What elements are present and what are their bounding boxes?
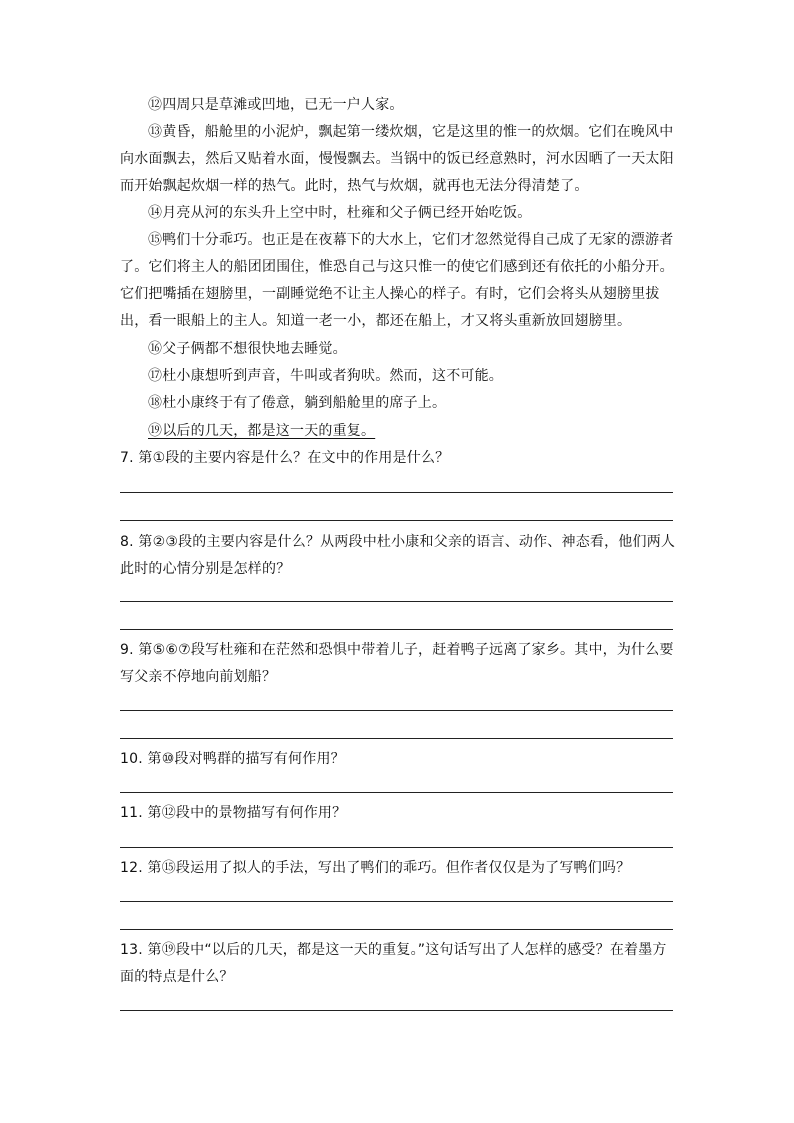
passage-paragraph-18: ⑱杜小康终于有了倦意，躺到船舱里的席子上。 — [148, 395, 447, 411]
passage-paragraph-13: ⑬黄昏，船舱里的小泥炉，飘起第一缕炊烟，它是这里的惟一的炊烟。它们在晚风中向水面飘去，然后又贴着水面，慢慢飘去。当锅中的饭已经意熟时，河水因晒了一天太阳而开始飘起炊烟一样的热气。此时，热气与炊烟，就再也无法分得清楚了。 — [120, 124, 674, 194]
answer-line[interactable] — [120, 492, 673, 493]
answer-line[interactable] — [120, 929, 673, 930]
answer-line[interactable] — [120, 792, 673, 793]
answer-line[interactable] — [120, 1010, 673, 1011]
question-12: 12. 第⑮段运用了拟人的手法，写出了鸭们的乖巧。但作者仅仅是为了写鸭们吗？ — [120, 860, 631, 876]
answer-line[interactable] — [120, 847, 673, 848]
passage-paragraph-12: ⑫四周只是草滩或凹地，已无一户人家。 — [148, 97, 404, 113]
answer-line[interactable] — [120, 629, 673, 630]
passage-paragraph-15: ⑮鸭们十分乖巧。也正是在夜幕下的大水上，它们才忽然觉得自己成了无家的漂游者了。它们将主人的船团团围住，惟恐自己与这只惟一的使它们感到还有依托的小船分开。它们把嘴插在翅膀里，一副睡觉绝不让主人操心的样子。有时，它们会将头从翅膀里拔出，看一眼船上的主人。知道一老一小，都还在船上，才又将头重新放回翅膀里。 — [120, 232, 674, 329]
passage-paragraph-17: ⑰杜小康想听到声音，牛叫或者狗吠。然而，这不可能。 — [148, 368, 503, 384]
question-10: 10. 第⑩段对鸭群的描写有何作用？ — [120, 751, 345, 767]
answer-line[interactable] — [120, 901, 673, 902]
underlined-sentence: ⑲以后的几天，都是这一天的重复。 — [148, 423, 376, 439]
answer-line[interactable] — [120, 710, 673, 711]
question-8: 8. 第②③段的主要内容是什么？从两段中杜小康和父亲的语言、动作、神态看，他们两人此时的心情分别是怎样的？ — [120, 534, 676, 577]
answer-line[interactable] — [120, 601, 673, 602]
answer-line[interactable] — [120, 738, 673, 739]
passage-paragraph-16: ⑯父子俩都不想很快地去睡觉。 — [148, 341, 347, 357]
passage-paragraph-19 — [120, 418, 680, 445]
passage-paragraph-14: ⑭月亮从河的东头升上空中时，杜雍和父子俩已经开始吃饭。 — [148, 205, 532, 221]
question-13: 13. 第⑲段中“以后的几天，都是这一天的重复。”这句话写出了人怎样的感受？在着墨方面的特点是什么？ — [120, 942, 667, 985]
question-11: 11. 第⑫段中的景物描写有何作用？ — [120, 805, 347, 821]
answer-line[interactable] — [120, 520, 673, 521]
question-9: 9. 第⑤⑥⑦段写杜雍和在茫然和恐惧中带着儿子，赶着鸭子远离了家乡。其中，为什么要写父亲不停地向前划船？ — [120, 642, 674, 685]
question-7: 7. 第①段的主要内容是什么？在文中的作用是什么？ — [120, 450, 450, 466]
